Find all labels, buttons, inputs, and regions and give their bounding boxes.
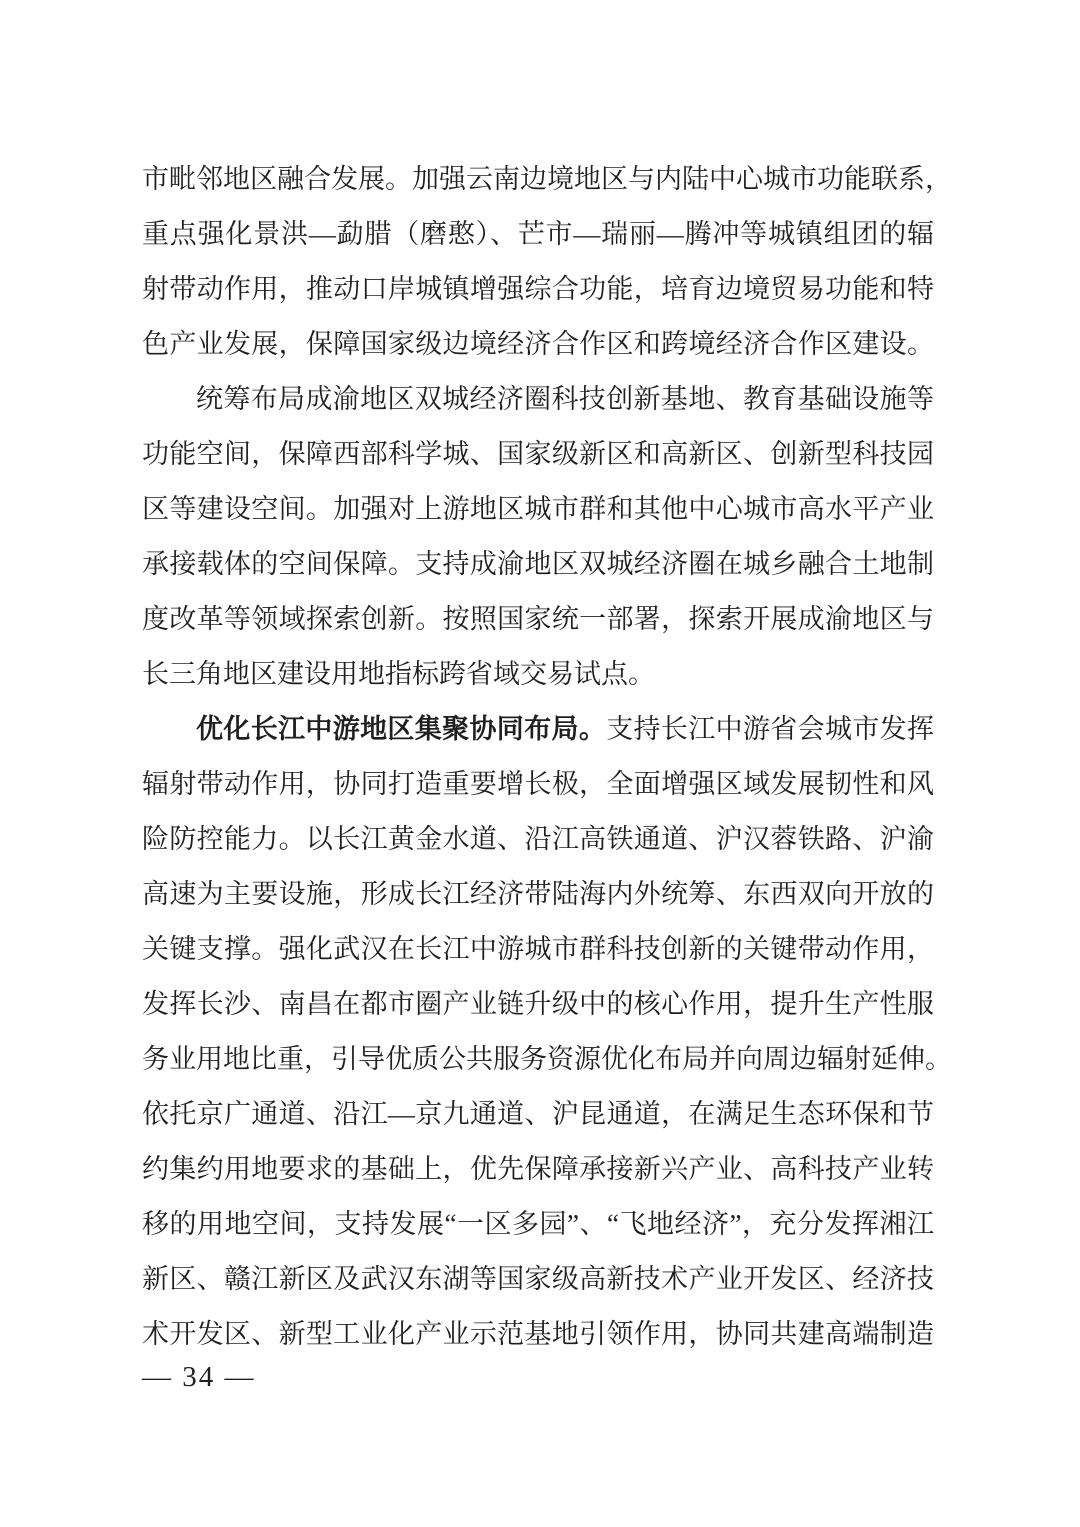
text-line: 功能空间，保障西部科学城、国家级新区和高新区、创新型科技园 — [142, 439, 934, 469]
text-line: 依托京广通道、沿江—京九通道、沪昆通道，在满足生态环保和节 — [142, 1099, 934, 1129]
text-line: 辐射带动作用，协同打造重要增长极，全面增强区域发展韧性和风 — [142, 769, 934, 799]
text-line: 术开发区、新型工业化产业示范基地引领作用，协同共建高端制造 — [142, 1319, 934, 1349]
text-line: 新区、赣江新区及武汉东湖等国家级高新技术产业开发区、经济技 — [142, 1264, 934, 1294]
text-line: 移的用地空间，支持发展“一区多园”、“飞地经济”，充分发挥湘江 — [142, 1209, 934, 1239]
text-line: 关键支撑。强化武汉在长江中游城市群科技创新的关键带动作用， — [142, 934, 934, 964]
bold-run: 优化长江中游地区集聚协同布局。 — [196, 714, 607, 744]
text-line: 度改革等领域探索创新。按照国家统一部署，探索开展成渝地区与 — [142, 604, 934, 634]
text-line: 高速为主要设施，形成长江经济带陆海内外统筹、东西双向开放的 — [142, 879, 934, 909]
text-line: 市毗邻地区融合发展。加强云南边境地区与内陆中心城市功能联系， — [142, 164, 952, 194]
paragraph — [142, 702, 952, 1362]
text-line: 色产业发展，保障国家级边境经济合作区和跨境经济合作区建设。 — [142, 329, 934, 359]
document-body — [142, 152, 952, 1362]
text-line: 重点强化景洪—勐腊（磨憨）、芒市—瑞丽—腾冲等城镇组团的辐 — [142, 219, 934, 249]
text-line: 优化长江中游地区集聚协同布局。支持长江中游省会城市发挥 — [196, 714, 935, 744]
text-line: 发挥长沙、南昌在都市圈产业链升级中的核心作用，提升生产性服 — [142, 989, 934, 1019]
page-number: — 34 — — [142, 1361, 256, 1393]
paragraph — [142, 372, 934, 702]
text-line: 统筹布局成渝地区双城经济圈科技创新基地、教育基础设施等 — [196, 384, 934, 414]
text-line: 区等建设空间。加强对上游地区城市群和其他中心城市高水平产业 — [142, 494, 934, 524]
text-line: 务业用地比重，引导优质公共服务资源优化布局并向周边辐射延伸。 — [142, 1044, 952, 1074]
paragraph — [142, 152, 952, 372]
text-line: 承接载体的空间保障。支持成渝地区双城经济圈在城乡融合土地制 — [142, 549, 934, 579]
text-line: 约集约用地要求的基础上，优先保障承接新兴产业、高科技产业转 — [142, 1154, 934, 1184]
text-line: 长三角地区建设用地指标跨省域交易试点。 — [142, 659, 655, 689]
text-line: 射带动作用，推动口岸城镇增强综合功能，培育边境贸易功能和特 — [142, 274, 934, 304]
text-line: 险防控能力。以长江黄金水道、沿江高铁通道、沪汉蓉铁路、沪渝 — [142, 824, 934, 854]
